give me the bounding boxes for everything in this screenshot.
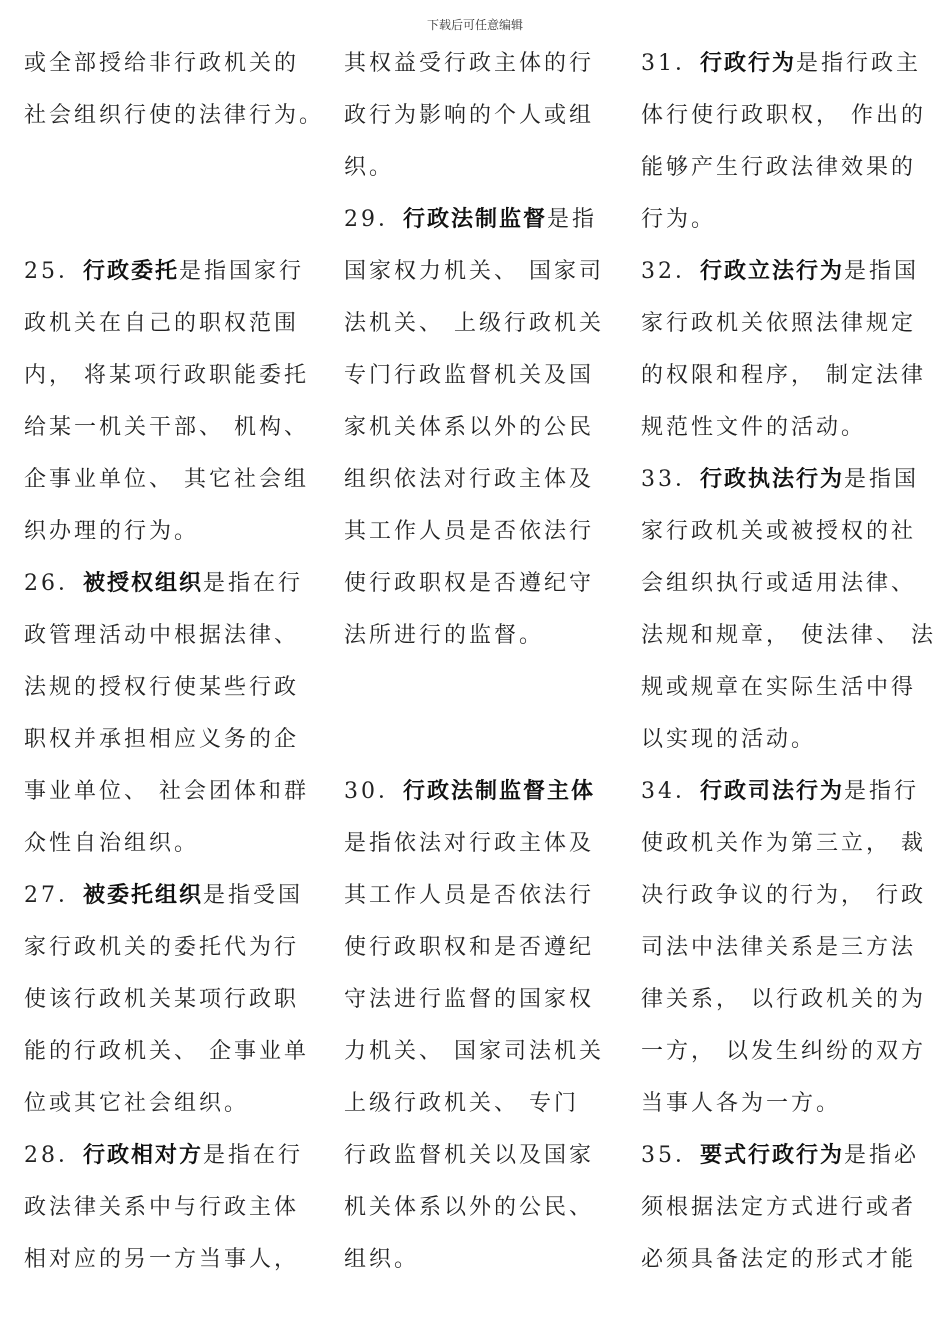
text-line: [344, 766, 595, 818]
text-line: [24, 1130, 303, 1182]
text-line: [344, 246, 604, 298]
term-heading: 行政司法行为: [700, 779, 845, 804]
text-span: 能的行政机关、 企事业单: [24, 1039, 309, 1064]
text-line: [24, 350, 309, 402]
text-span: 上级行政机关、 专门: [344, 1091, 579, 1116]
text-line: [344, 1078, 579, 1130]
text-span: 政法律关系中与行政主体: [24, 1195, 300, 1220]
text-line: [641, 818, 926, 870]
text-line: [24, 662, 299, 714]
text-line: [344, 1234, 419, 1286]
text-span: 政行为影响的个人或组: [344, 103, 595, 128]
text-span: 法机关、 上级行政机关: [344, 311, 604, 336]
text-span: 是指在行: [203, 571, 304, 596]
text-span: 家行政机关依照法律规定: [641, 311, 917, 336]
term-heading: 被委托组织: [83, 883, 204, 908]
text-line: [24, 246, 304, 298]
text-line: [344, 1182, 594, 1234]
text-span: 行为。: [641, 207, 717, 232]
term-heading: 行政法制监督主体: [403, 779, 596, 804]
text-line: [344, 38, 594, 90]
text-span: 使行政职权是否遵纪守: [344, 571, 595, 596]
text-span: 是指受国: [203, 883, 304, 908]
text-line: [344, 818, 594, 870]
text-span: 其权益受行政主体的行: [344, 51, 595, 76]
text-span: 规范性文件的活动。: [641, 415, 867, 440]
text-span: 其工作人员是否依法行: [344, 883, 595, 908]
text-span: 法规和规章， 使法律、 法: [641, 623, 936, 648]
text-span: 是指国: [844, 467, 920, 492]
text-line: [641, 90, 926, 142]
text-span: 相对应的另一方当事人，: [24, 1247, 300, 1272]
text-span: 是指依法对行政主体及: [344, 831, 595, 856]
text-span: 能够产生行政法律效果的: [641, 155, 917, 180]
text-line: [641, 974, 926, 1026]
text-line: [344, 454, 594, 506]
text-line: [344, 974, 594, 1026]
text-line: [344, 1130, 594, 1182]
text-span: 机关体系以外的公民、: [344, 1195, 595, 1220]
text-span: 位或其它社会组织。: [24, 1091, 250, 1116]
text-line: [24, 558, 303, 610]
text-line: [641, 1026, 926, 1078]
text-span: 政机关在自己的职权范围: [24, 311, 300, 336]
text-line: [641, 142, 916, 194]
text-line: [641, 506, 916, 558]
text-span: 或全部授给非行政机关的: [24, 51, 300, 76]
text-span: 31．: [641, 51, 700, 76]
text-line: [24, 506, 199, 558]
text-span: 众性自治组织。: [24, 831, 200, 856]
term-heading: 行政委托: [83, 259, 180, 284]
text-line: [344, 402, 594, 454]
text-span: 是指行政主: [796, 51, 922, 76]
text-line: [344, 1026, 604, 1078]
text-line: [24, 38, 299, 90]
text-span: 家行政机关或被授权的社: [641, 519, 917, 544]
text-line: [24, 766, 309, 818]
text-line: [24, 454, 309, 506]
text-line: [641, 350, 926, 402]
text-line: [641, 714, 816, 766]
text-line: [24, 870, 303, 922]
text-span: 25．: [24, 259, 83, 284]
text-span: 29．: [344, 207, 403, 232]
text-span: 的权限和程序， 制定法律: [641, 363, 926, 388]
text-line: [24, 818, 199, 870]
text-span: 事业单位、 社会团体和群: [24, 779, 309, 804]
text-line: [24, 90, 324, 142]
text-span: 国家权力机关、 国家司: [344, 259, 604, 284]
text-line: [344, 610, 544, 662]
text-span: 律关系， 以行政机关的为: [641, 987, 926, 1012]
text-span: 织。: [344, 155, 395, 180]
text-span: 组织。: [344, 1247, 420, 1272]
term-heading: 行政行为: [700, 51, 797, 76]
text-line: [24, 1234, 299, 1286]
text-span: 一方， 以发生纠纷的双方: [641, 1039, 926, 1064]
text-span: 会组织执行或适用法律、: [641, 571, 917, 596]
text-span: 司法中法律关系是三方法: [641, 935, 917, 960]
text-span: 守法进行监督的国家权: [344, 987, 595, 1012]
term-heading: 行政执法行为: [700, 467, 845, 492]
text-line: [641, 1078, 841, 1130]
text-span: 其工作人员是否依法行: [344, 519, 595, 544]
text-span: 使行政职权和是否遵纪: [344, 935, 595, 960]
text-line: [641, 766, 919, 818]
text-span: 组织依法对行政主体及: [344, 467, 595, 492]
text-line: [641, 1130, 919, 1182]
term-heading: 被授权组织: [83, 571, 204, 596]
text-line: [641, 922, 916, 974]
text-span: 32．: [641, 259, 700, 284]
text-line: [641, 194, 716, 246]
text-span: 30．: [344, 779, 403, 804]
text-span: 政管理活动中根据法律、: [24, 623, 300, 648]
text-span: 是指国家行: [179, 259, 305, 284]
text-span: 家行政机关的委托代为行: [24, 935, 300, 960]
text-line: [24, 298, 299, 350]
text-span: 当事人各为一方。: [641, 1091, 842, 1116]
text-span: 使该行政机关某项行政职: [24, 987, 300, 1012]
term-heading: 行政法制监督: [403, 207, 548, 232]
term-heading: 行政立法行为: [700, 259, 845, 284]
text-line: [344, 922, 594, 974]
text-span: 必须具备法定的形式才能: [641, 1247, 917, 1272]
text-span: 28．: [24, 1143, 83, 1168]
text-line: [641, 38, 921, 90]
text-span: 内， 将某项行政职能委托: [24, 363, 309, 388]
text-line: [344, 558, 594, 610]
text-span: 规或规章在实际生活中得: [641, 675, 917, 700]
text-span: 给某一机关干部、 机构、: [24, 415, 309, 440]
text-line: [641, 870, 926, 922]
text-span: 34．: [641, 779, 700, 804]
text-span: 社会组织行使的法律行为。: [24, 103, 325, 128]
text-span: 家机关体系以外的公民: [344, 415, 595, 440]
text-line: [24, 1026, 309, 1078]
text-line: [24, 1182, 299, 1234]
text-line: [344, 506, 594, 558]
text-line: [24, 974, 299, 1026]
text-line: [641, 298, 916, 350]
text-span: 企事业单位、 其它社会组: [24, 467, 309, 492]
text-span: 织办理的行为。: [24, 519, 200, 544]
text-line: [641, 662, 916, 714]
text-line: [24, 922, 299, 974]
text-line: [24, 714, 299, 766]
text-line: [641, 246, 919, 298]
text-span: 体行使行政职权， 作出的: [641, 103, 926, 128]
text-span: 以实现的活动。: [641, 727, 817, 752]
term-heading: 行政相对方: [83, 1143, 204, 1168]
text-line: [344, 350, 594, 402]
text-span: 法所进行的监督。: [344, 623, 545, 648]
text-span: 26．: [24, 571, 83, 596]
text-span: 是指行: [844, 779, 920, 804]
text-line: [641, 558, 916, 610]
text-line: [641, 1234, 916, 1286]
text-span: 力机关、 国家司法机关: [344, 1039, 604, 1064]
text-line: [344, 298, 604, 350]
text-line: [344, 90, 594, 142]
text-span: 是指: [547, 207, 598, 232]
text-line: [24, 1078, 249, 1130]
text-span: 是指必: [844, 1143, 920, 1168]
text-line: [641, 610, 936, 662]
text-span: 决行政争议的行为， 行政: [641, 883, 926, 908]
text-line: [344, 142, 394, 194]
text-span: 法规的授权行使某些行政: [24, 675, 300, 700]
text-span: 行政监督机关以及国家: [344, 1143, 595, 1168]
text-span: 使政机关作为第三立， 裁: [641, 831, 926, 856]
text-span: 是指在行: [203, 1143, 304, 1168]
text-span: 27．: [24, 883, 83, 908]
text-span: 须根据法定方式进行或者: [641, 1195, 917, 1220]
page-header: 下载后可任意编辑: [426, 18, 523, 32]
text-line: [641, 454, 919, 506]
text-line: [344, 870, 594, 922]
text-line: [641, 402, 866, 454]
term-heading: 要式行政行为: [700, 1143, 845, 1168]
text-span: 35．: [641, 1143, 700, 1168]
text-span: 专门行政监督机关及国: [344, 363, 595, 388]
text-span: 33．: [641, 467, 700, 492]
text-span: 是指国: [844, 259, 920, 284]
text-line: [24, 610, 299, 662]
text-line: [344, 194, 597, 246]
text-line: [24, 402, 309, 454]
text-line: [641, 1182, 916, 1234]
text-span: 职权并承担相应义务的企: [24, 727, 300, 752]
